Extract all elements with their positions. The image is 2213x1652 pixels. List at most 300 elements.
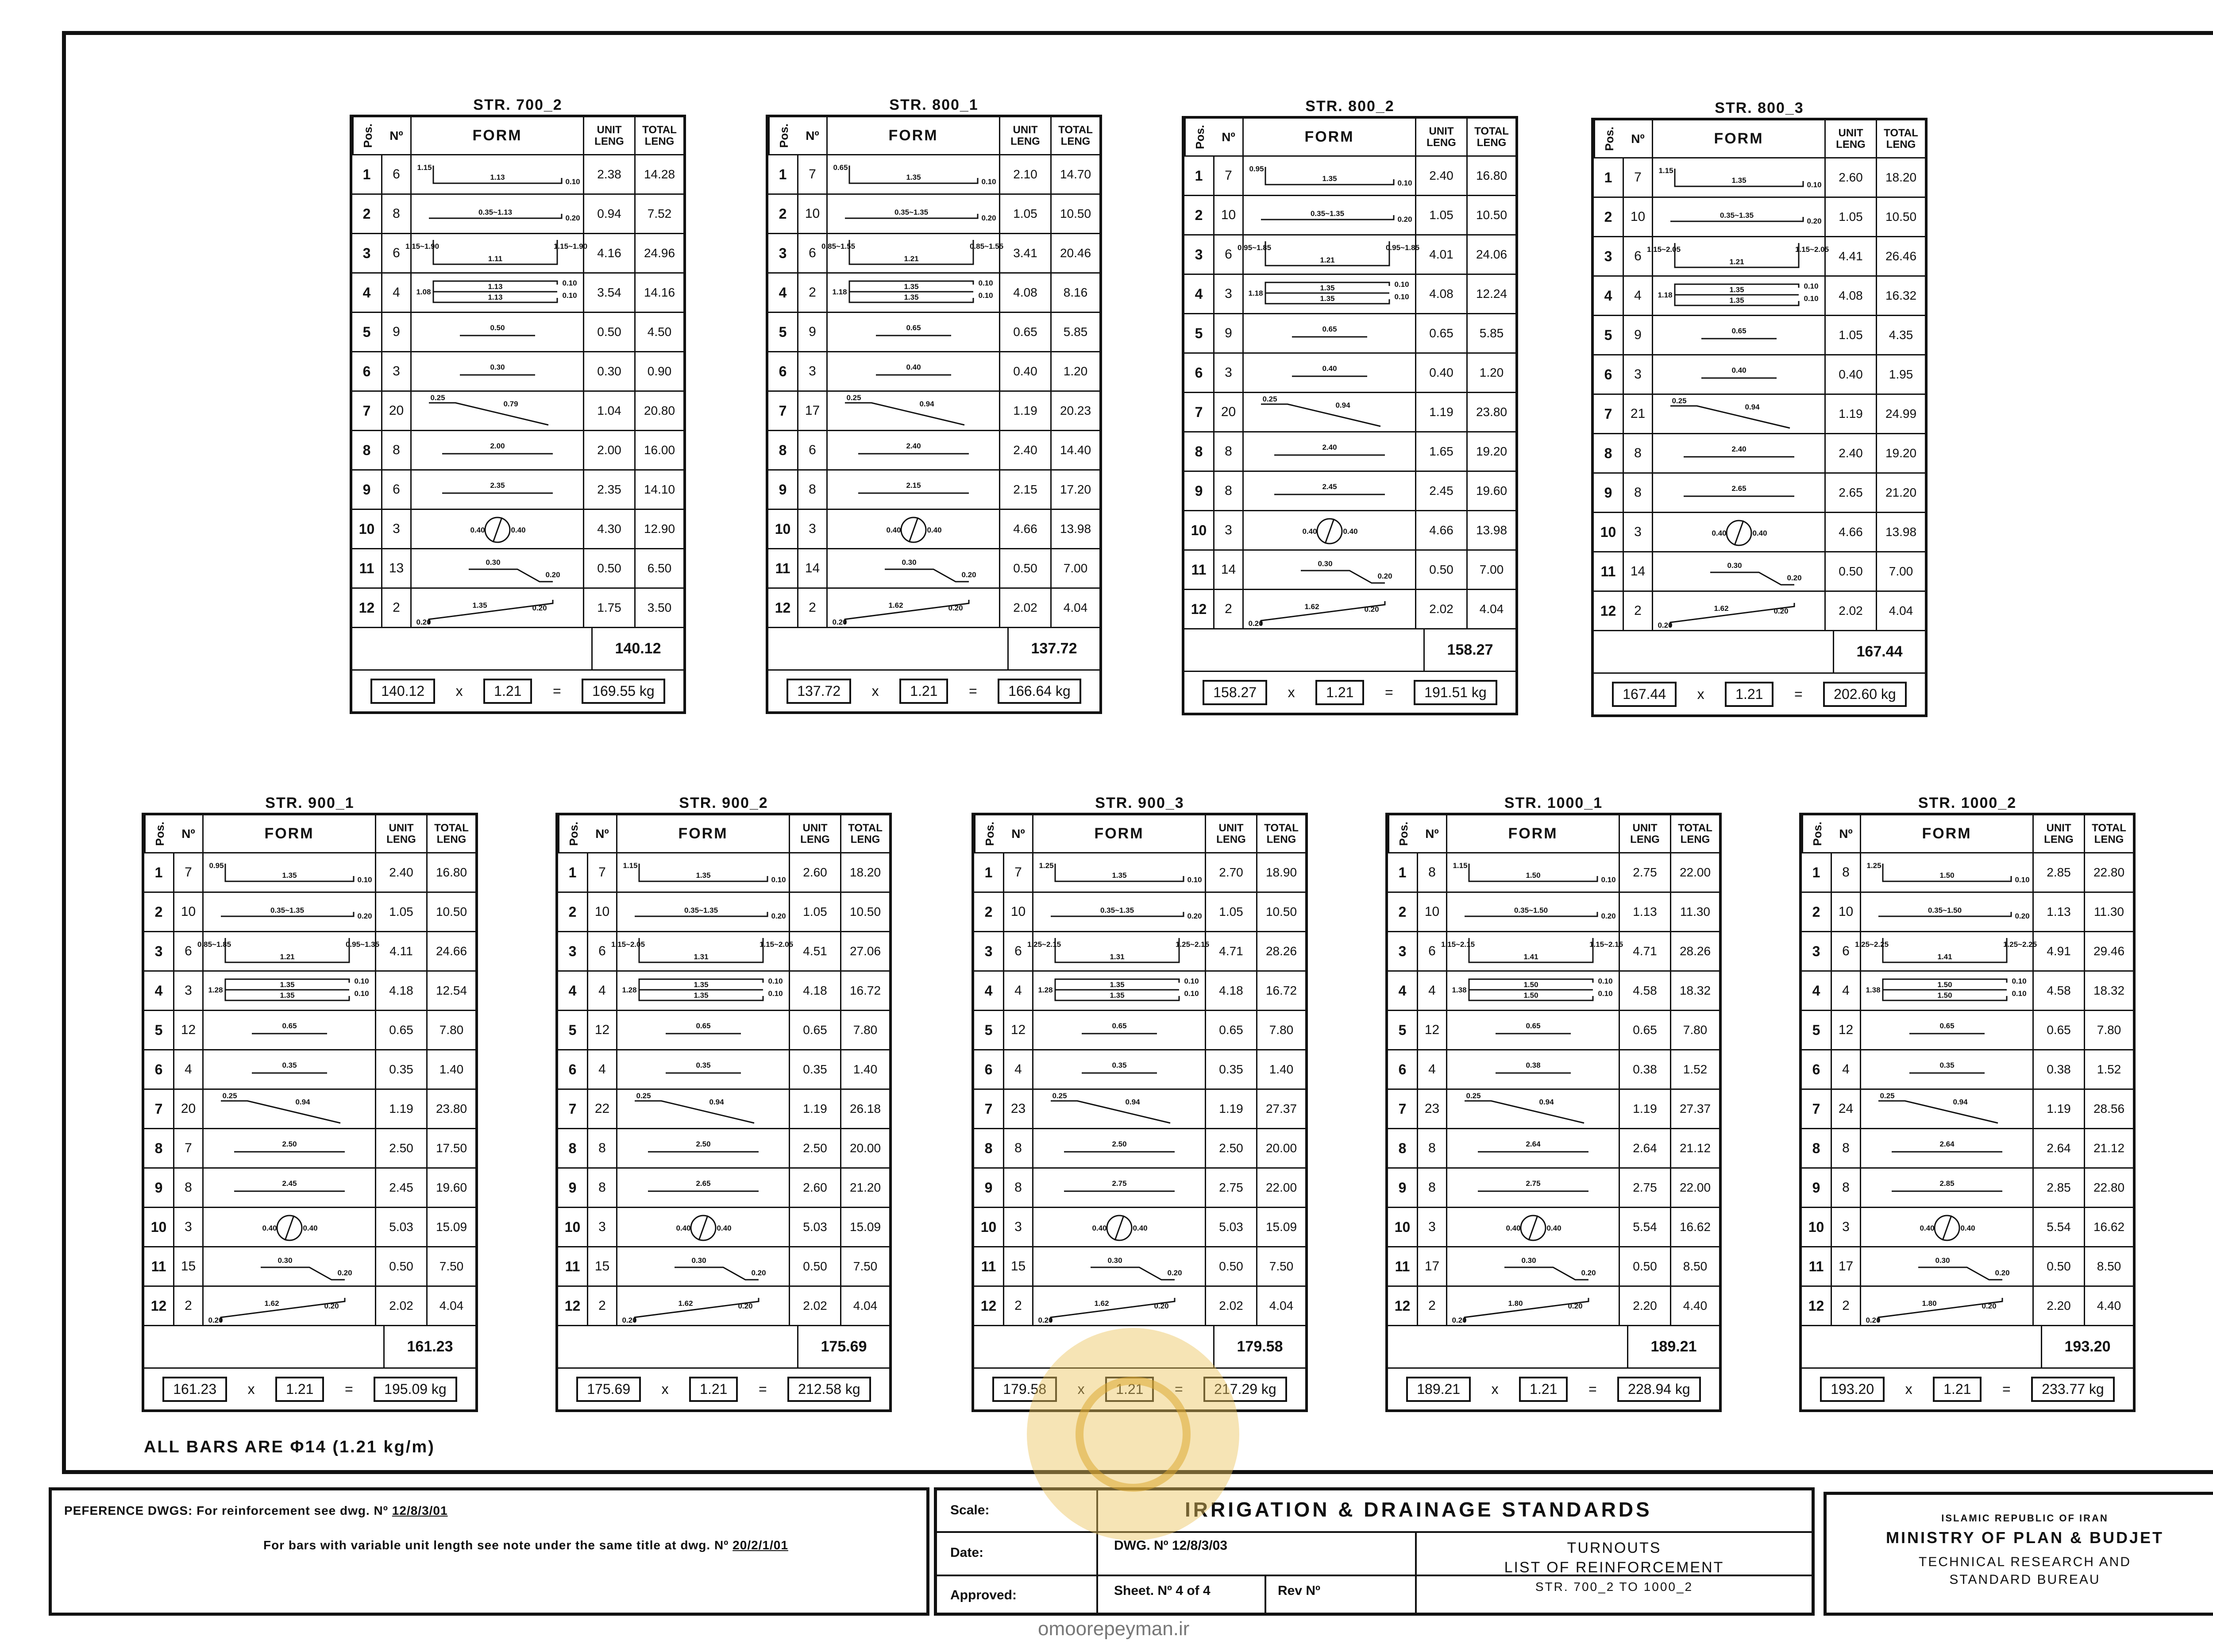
count-cell: 6 bbox=[382, 234, 412, 272]
org-line-2: MINISTRY OF PLAN & BUDJET bbox=[1885, 1528, 2164, 1547]
count-cell: 12 bbox=[588, 1011, 617, 1049]
form-cell bbox=[204, 1129, 376, 1167]
form-cell bbox=[1861, 1090, 2034, 1128]
bar-shape-sketch bbox=[832, 275, 995, 310]
bar-dim: 1.21 bbox=[1729, 258, 1744, 266]
count-cell: 6 bbox=[798, 234, 828, 272]
bar-dim: 0.10 bbox=[1184, 989, 1199, 998]
pos-cell: 6 bbox=[558, 1050, 588, 1088]
bar-dim: 0.40 bbox=[510, 526, 526, 534]
total-length-cell: 16.62 bbox=[2093, 1220, 2125, 1234]
col-unit-length bbox=[790, 815, 841, 852]
calc-length: 175.69 bbox=[576, 1377, 641, 1402]
count-cell: 6 bbox=[382, 471, 412, 509]
bar-shape-sketch bbox=[621, 1052, 785, 1087]
bar-dim: 1.35 bbox=[1731, 176, 1746, 185]
total-length-cell: 4.04 bbox=[439, 1299, 464, 1312]
form-cell bbox=[1861, 893, 2034, 931]
count-cell: 15 bbox=[1004, 1247, 1033, 1285]
col-total-length bbox=[1468, 119, 1515, 155]
pos-cell: 1 bbox=[144, 853, 174, 892]
form-cell bbox=[1653, 316, 1826, 354]
total-length-cell: 14.28 bbox=[644, 167, 675, 181]
col-unit-label: LENG bbox=[386, 833, 416, 845]
total-length-cell: 16.80 bbox=[436, 865, 467, 879]
table-row bbox=[1802, 972, 2133, 1011]
form-cell bbox=[1653, 513, 1826, 551]
sum-spacer bbox=[1802, 1326, 2041, 1367]
col-total-length bbox=[428, 815, 475, 852]
bar-shape-sketch bbox=[1451, 1209, 1615, 1245]
count-cell: 4 bbox=[1832, 1050, 1861, 1088]
pos-cell: 8 bbox=[1388, 1129, 1418, 1167]
count-cell: 14 bbox=[1624, 552, 1653, 591]
times-sign: x bbox=[455, 683, 463, 699]
total-length-cell: 20.80 bbox=[644, 404, 675, 417]
form-cell bbox=[1653, 474, 1826, 512]
unit-length-cell: 1.19 bbox=[1000, 392, 1052, 430]
unit-length-cell: 0.40 bbox=[1416, 354, 1468, 392]
unit-length-cell: 0.35 bbox=[1206, 1050, 1257, 1088]
pos-cell: 11 bbox=[1594, 552, 1624, 591]
unit-length-cell: 0.50 bbox=[1206, 1247, 1257, 1285]
unit-length-cell: 1.19 bbox=[790, 1090, 841, 1128]
bar-dim: 0.10 bbox=[357, 876, 372, 884]
count-cell: 3 bbox=[1624, 355, 1653, 394]
table-row bbox=[1594, 355, 1925, 395]
form-cell bbox=[1447, 1208, 1620, 1246]
count-cell: 10 bbox=[1624, 198, 1653, 236]
pos-cell: 12 bbox=[1184, 590, 1214, 628]
form-cell bbox=[1653, 277, 1826, 315]
table-row bbox=[144, 972, 475, 1011]
bar-dim: 0.40 bbox=[302, 1224, 318, 1232]
bar-dim: 1.18 bbox=[1248, 289, 1263, 297]
pos-cell: 6 bbox=[1802, 1050, 1832, 1088]
unit-length-cell: 0.50 bbox=[790, 1247, 841, 1285]
form-cell bbox=[1653, 592, 1826, 630]
total-length-cell: 11.30 bbox=[1680, 905, 1710, 919]
bar-dim: 0.65 bbox=[833, 163, 848, 172]
times-sign: x bbox=[247, 1381, 255, 1397]
pos-cell: 11 bbox=[1388, 1247, 1418, 1285]
form-cell bbox=[204, 1090, 376, 1128]
form-cell bbox=[1854, 932, 2037, 970]
col-total-label: LENG bbox=[436, 833, 467, 845]
table-row bbox=[558, 1011, 889, 1050]
form-cell bbox=[204, 1011, 376, 1049]
bar-dim: 0.20 bbox=[1786, 574, 1802, 582]
total-length-cell: 7.50 bbox=[439, 1259, 464, 1273]
count-cell: 7 bbox=[588, 853, 617, 892]
unit-length-cell: 3.41 bbox=[1000, 234, 1052, 272]
bar-dim: 0.10 bbox=[981, 178, 996, 186]
unit-length-cell: 4.16 bbox=[584, 234, 636, 272]
form-cell bbox=[617, 1129, 790, 1167]
bar-shape-sketch bbox=[1248, 552, 1411, 587]
form-cell bbox=[828, 510, 1000, 548]
bar-dim: 0.35~1.35 bbox=[1310, 209, 1344, 218]
count-cell: 4 bbox=[1004, 1050, 1033, 1088]
bar-shape-sketch bbox=[1037, 1052, 1201, 1087]
unit-length-cell: 5.03 bbox=[790, 1208, 841, 1246]
pos-cell: 9 bbox=[1184, 472, 1214, 510]
sum-row bbox=[558, 1326, 889, 1369]
col-unit-label: LENG bbox=[2044, 833, 2074, 845]
pos-cell: 5 bbox=[558, 1011, 588, 1049]
bar-dim: 1.35 bbox=[903, 282, 919, 291]
reference-dwg-2: 20/2/1/01 bbox=[733, 1538, 788, 1552]
pos-cell: 12 bbox=[352, 589, 382, 627]
count-cell: 3 bbox=[1214, 511, 1244, 549]
bar-dim: 0.20 bbox=[1037, 1316, 1053, 1324]
total-length-cell: 8.50 bbox=[1683, 1259, 1708, 1273]
bar-dim: 1.35 bbox=[693, 980, 709, 989]
col-unit-length bbox=[1620, 815, 1671, 852]
bar-shape-sketch bbox=[1248, 197, 1411, 233]
table-row bbox=[352, 352, 683, 392]
bar-shape-sketch bbox=[416, 314, 579, 350]
sum-total: 193.20 bbox=[2041, 1326, 2133, 1367]
pos-cell: 8 bbox=[974, 1129, 1004, 1167]
bar-shape-sketch bbox=[1451, 1052, 1615, 1087]
bar-dim: 1.35 bbox=[279, 991, 295, 1000]
count-cell: 2 bbox=[1418, 1287, 1447, 1325]
calc-weight bbox=[582, 679, 665, 704]
bar-shape-sketch bbox=[621, 1288, 785, 1324]
table-row bbox=[352, 589, 683, 628]
form-cell bbox=[617, 1011, 790, 1049]
total-length-cell: 13.98 bbox=[1885, 525, 1917, 539]
total-length-cell: 4.04 bbox=[853, 1299, 878, 1312]
schedule-table bbox=[142, 793, 478, 1412]
pos-cell: 5 bbox=[352, 313, 382, 351]
form-cell bbox=[204, 1050, 376, 1088]
count-cell: 10 bbox=[1418, 893, 1447, 931]
count-cell: 6 bbox=[1832, 932, 1861, 970]
bar-dim: 2.00 bbox=[490, 442, 505, 450]
form-cell bbox=[412, 589, 584, 627]
unit-length-cell: 0.50 bbox=[2034, 1247, 2085, 1285]
total-length-cell: 1.52 bbox=[2097, 1062, 2121, 1076]
weight-calc-row bbox=[1594, 674, 1925, 714]
pos-cell: 2 bbox=[558, 893, 588, 931]
count-cell: 4 bbox=[382, 274, 412, 312]
pos-cell: 2 bbox=[1388, 893, 1418, 931]
bar-dim: 0.10 bbox=[565, 178, 580, 186]
schedule-table bbox=[1799, 793, 2136, 1412]
form-cell bbox=[1447, 1129, 1620, 1167]
total-length-cell: 1.20 bbox=[1479, 366, 1504, 379]
total-length-cell: 16.72 bbox=[1265, 984, 1297, 997]
reference-label: PEFERENCE DWGS: bbox=[64, 1504, 193, 1517]
bar-dim: 0.38 bbox=[1525, 1061, 1541, 1069]
form-cell bbox=[1244, 432, 1416, 471]
form-cell bbox=[405, 234, 587, 272]
pos-cell: 1 bbox=[352, 155, 382, 193]
form-cell bbox=[1861, 1247, 2034, 1285]
bar-dim: 0.20 bbox=[621, 1316, 637, 1324]
times-sign: x bbox=[1491, 1381, 1499, 1397]
bar-dim: 0.94 bbox=[1538, 1098, 1554, 1106]
col-unit-label: LENG bbox=[1010, 135, 1040, 147]
bar-dim: 0.40 bbox=[906, 363, 921, 371]
pos-cell: 12 bbox=[768, 589, 798, 627]
weight-unit: kg bbox=[1055, 683, 1071, 699]
form-cell bbox=[1244, 314, 1416, 352]
bar-dim: 0.40 bbox=[1960, 1224, 1975, 1232]
table-row bbox=[768, 274, 1099, 313]
total-length-cell: 18.20 bbox=[849, 865, 881, 879]
bar-dim: 0.20 bbox=[565, 214, 580, 222]
pos-cell: 3 bbox=[144, 932, 174, 970]
col-unit-length bbox=[1826, 120, 1877, 157]
unit-length-cell: 2.40 bbox=[1000, 431, 1052, 469]
sum-spacer bbox=[1184, 629, 1423, 671]
bar-dim: 1.62 bbox=[678, 1299, 693, 1308]
table-row bbox=[1802, 1208, 2133, 1247]
table-row bbox=[1184, 314, 1515, 354]
col-number: Nº bbox=[1004, 815, 1033, 852]
unit-length-cell: 1.19 bbox=[1620, 1090, 1671, 1128]
bar-dim: 1.11 bbox=[488, 255, 502, 263]
table-row bbox=[558, 893, 889, 932]
total-length-cell: 7.80 bbox=[853, 1023, 878, 1037]
total-length-cell: 15.09 bbox=[849, 1220, 881, 1234]
schedule-title: STR. 1000_1 bbox=[1504, 795, 1603, 811]
bar-shape-sketch bbox=[1037, 894, 1201, 930]
bar-shape-sketch bbox=[1248, 158, 1411, 193]
bar-shape-sketch bbox=[832, 590, 995, 625]
pos-cell: 11 bbox=[352, 549, 382, 587]
calc-length: 161.23 bbox=[162, 1377, 227, 1402]
col-pos: Pos. bbox=[974, 815, 1004, 852]
count-cell: 10 bbox=[798, 195, 828, 233]
total-length-cell: 22.80 bbox=[2093, 865, 2125, 879]
bar-dim: 1.62 bbox=[264, 1299, 279, 1308]
count-cell: 3 bbox=[1214, 275, 1244, 313]
bar-shape-sketch bbox=[1451, 1012, 1615, 1048]
table-row bbox=[1594, 552, 1925, 592]
bar-shape-sketch bbox=[208, 1091, 371, 1127]
pos-cell: 9 bbox=[768, 471, 798, 509]
total-length-cell: 1.52 bbox=[1683, 1062, 1708, 1076]
org-line-1: ISLAMIC REPUBLIC OF IRAN bbox=[1941, 1513, 2109, 1524]
bar-dim: 0.20 bbox=[532, 604, 547, 612]
equals-sign: = bbox=[1588, 1381, 1597, 1397]
bar-dim: 1.31 bbox=[693, 953, 709, 961]
total-length-cell: 24.06 bbox=[1476, 247, 1507, 261]
pos-cell: 7 bbox=[352, 392, 382, 430]
col-number: Nº bbox=[1624, 120, 1653, 157]
total-length-cell: 21.20 bbox=[1885, 486, 1917, 499]
bar-dim: 0.40 bbox=[926, 526, 942, 534]
col-unit-length bbox=[2034, 815, 2085, 852]
table-row bbox=[1388, 972, 1719, 1011]
table-row bbox=[768, 510, 1099, 549]
bar-dim: 1.31 bbox=[1109, 953, 1125, 961]
bar-dim: 0.25 bbox=[1262, 395, 1277, 403]
schedule-table bbox=[972, 793, 1308, 1412]
table-row bbox=[352, 392, 683, 431]
unit-length-cell: 2.64 bbox=[2034, 1129, 2085, 1167]
table-row bbox=[558, 972, 889, 1011]
bar-shape-sketch bbox=[832, 393, 995, 428]
form-cell bbox=[412, 274, 584, 312]
schedule-title: STR. 900_1 bbox=[265, 795, 355, 811]
calc-unit-weight: 1.21 bbox=[1315, 680, 1364, 705]
unit-length-cell: 2.02 bbox=[1000, 589, 1052, 627]
bar-shape-sketch bbox=[611, 934, 793, 969]
sum-total: 140.12 bbox=[591, 628, 683, 669]
form-cell bbox=[617, 1090, 790, 1128]
bar-dim: 1.35 bbox=[279, 980, 295, 989]
col-unit-length bbox=[1206, 815, 1257, 852]
total-length-cell: 4.04 bbox=[1889, 604, 1913, 618]
calc-unit-weight: 1.21 bbox=[483, 679, 532, 704]
count-cell: 9 bbox=[798, 313, 828, 351]
count-cell: 8 bbox=[1418, 1129, 1447, 1167]
bar-dim: 2.40 bbox=[906, 442, 921, 450]
bar-dim: 0.30 bbox=[277, 1256, 293, 1265]
table-row bbox=[1594, 198, 1925, 237]
col-unit-length bbox=[1000, 117, 1052, 154]
form-cell bbox=[1861, 1129, 2034, 1167]
form-cell bbox=[1861, 972, 2034, 1010]
table-row bbox=[974, 1011, 1305, 1050]
bar-dim: 0.25 bbox=[1879, 1092, 1895, 1100]
bar-shape-sketch bbox=[821, 235, 1003, 271]
pos-cell: 12 bbox=[1594, 592, 1624, 630]
total-length-cell: 24.99 bbox=[1885, 407, 1917, 421]
col-unit-label: LENG bbox=[594, 135, 624, 147]
pos-cell: 8 bbox=[768, 431, 798, 469]
count-cell: 7 bbox=[798, 155, 828, 193]
count-cell: 13 bbox=[382, 549, 412, 587]
form-cell bbox=[1447, 972, 1620, 1010]
bar-dim: 1.35 bbox=[281, 871, 297, 880]
times-sign: x bbox=[661, 1381, 669, 1397]
col-unit-label: UNIT bbox=[389, 822, 414, 834]
count-cell: 2 bbox=[588, 1287, 617, 1325]
unit-length-cell: 1.04 bbox=[584, 392, 636, 430]
bar-dim: 1.38 bbox=[1865, 986, 1881, 994]
count-cell: 4 bbox=[588, 972, 617, 1010]
pos-cell: 9 bbox=[144, 1169, 174, 1207]
table-row bbox=[1388, 1050, 1719, 1090]
total-length-cell: 21.12 bbox=[1679, 1141, 1711, 1155]
unit-length-cell: 1.05 bbox=[1826, 316, 1877, 354]
bar-dim: 2.50 bbox=[281, 1140, 297, 1148]
bar-shape-sketch bbox=[1037, 1170, 1201, 1205]
table-row bbox=[768, 313, 1099, 352]
count-cell: 2 bbox=[1214, 590, 1244, 628]
bar-dim: 1.62 bbox=[1094, 1299, 1109, 1308]
col-total-length bbox=[1671, 815, 1719, 852]
pos-cell: 3 bbox=[768, 234, 798, 272]
bars-note: ALL BARS ARE Φ14 (1.21 kg/m) bbox=[144, 1438, 435, 1456]
count-cell: 12 bbox=[1832, 1011, 1861, 1049]
form-cell bbox=[617, 1287, 790, 1325]
pos-cell: 5 bbox=[1802, 1011, 1832, 1049]
bar-dim: 0.10 bbox=[1187, 876, 1202, 884]
total-length-cell: 12.54 bbox=[436, 984, 467, 997]
form-cell bbox=[412, 392, 584, 430]
calc-weight bbox=[1617, 1377, 1701, 1402]
count-cell: 3 bbox=[588, 1208, 617, 1246]
table-row bbox=[1594, 395, 1925, 434]
unit-length-cell: 2.40 bbox=[376, 853, 428, 892]
total-length-cell: 24.96 bbox=[644, 246, 675, 260]
bar-dim: 0.79 bbox=[503, 400, 518, 408]
total-length-cell: 27.37 bbox=[1679, 1102, 1711, 1115]
unit-length-cell: 1.13 bbox=[1620, 893, 1671, 931]
form-cell bbox=[1861, 1287, 2034, 1325]
table-row bbox=[768, 195, 1099, 234]
table-row bbox=[1802, 1011, 2133, 1050]
table-row bbox=[1184, 275, 1515, 314]
equals-sign: = bbox=[1794, 686, 1803, 702]
form-cell bbox=[412, 471, 584, 509]
count-cell: 3 bbox=[1832, 1208, 1861, 1246]
weight-unit: kg bbox=[1471, 684, 1487, 700]
divider bbox=[937, 1531, 1812, 1533]
equals-sign: = bbox=[968, 683, 977, 699]
bar-dim: 2.64 bbox=[1525, 1140, 1541, 1148]
unit-length-cell: 4.66 bbox=[1000, 510, 1052, 548]
bar-dim: 1.35 bbox=[906, 173, 921, 181]
col-unit-label: UNIT bbox=[1632, 822, 1658, 834]
weight-value: 166.64 bbox=[1008, 683, 1052, 699]
total-length-cell: 4.40 bbox=[2097, 1299, 2121, 1312]
calc-weight bbox=[998, 679, 1081, 704]
unit-length-cell: 4.91 bbox=[2034, 932, 2085, 970]
scale-label: Scale: bbox=[950, 1503, 990, 1517]
form-cell bbox=[412, 195, 584, 233]
unit-length-cell: 4.08 bbox=[1826, 277, 1877, 315]
pos-cell: 4 bbox=[1388, 972, 1418, 1010]
bar-dim: 1.28 bbox=[208, 986, 223, 994]
bar-shape-sketch bbox=[1865, 1249, 2029, 1284]
schedule-title: STR. 700_2 bbox=[473, 96, 563, 113]
bar-dim: 0.65 bbox=[1525, 1022, 1541, 1030]
count-cell: 24 bbox=[1832, 1090, 1861, 1128]
count-cell: 3 bbox=[174, 1208, 204, 1246]
bar-dim: 0.25 bbox=[1052, 1092, 1067, 1100]
form-cell bbox=[412, 549, 584, 587]
bar-dim: 0.10 bbox=[978, 291, 993, 300]
total-length-cell: 18.32 bbox=[2093, 984, 2125, 997]
weight-unit: kg bbox=[1881, 686, 1896, 702]
table-row bbox=[352, 195, 683, 234]
table-row bbox=[144, 893, 475, 932]
total-length-cell: 3.50 bbox=[647, 601, 672, 614]
count-cell: 3 bbox=[1214, 354, 1244, 392]
bar-shape-sketch bbox=[1854, 934, 2037, 969]
pos-cell: 1 bbox=[1802, 853, 1832, 892]
bar-dim: 0.10 bbox=[354, 977, 369, 985]
bar-shape-sketch bbox=[832, 551, 995, 586]
bar-dim: 0.20 bbox=[981, 214, 996, 222]
bar-dim: 0.40 bbox=[470, 526, 485, 534]
bar-shape-sketch bbox=[621, 894, 785, 930]
total-length-cell: 20.00 bbox=[849, 1141, 881, 1155]
bar-dim: 0.10 bbox=[2014, 876, 2030, 884]
bar-dim: 0.40 bbox=[1752, 529, 1767, 537]
count-cell: 23 bbox=[1418, 1090, 1447, 1128]
col-total-length bbox=[841, 815, 889, 852]
unit-length-cell: 1.19 bbox=[1206, 1090, 1257, 1128]
